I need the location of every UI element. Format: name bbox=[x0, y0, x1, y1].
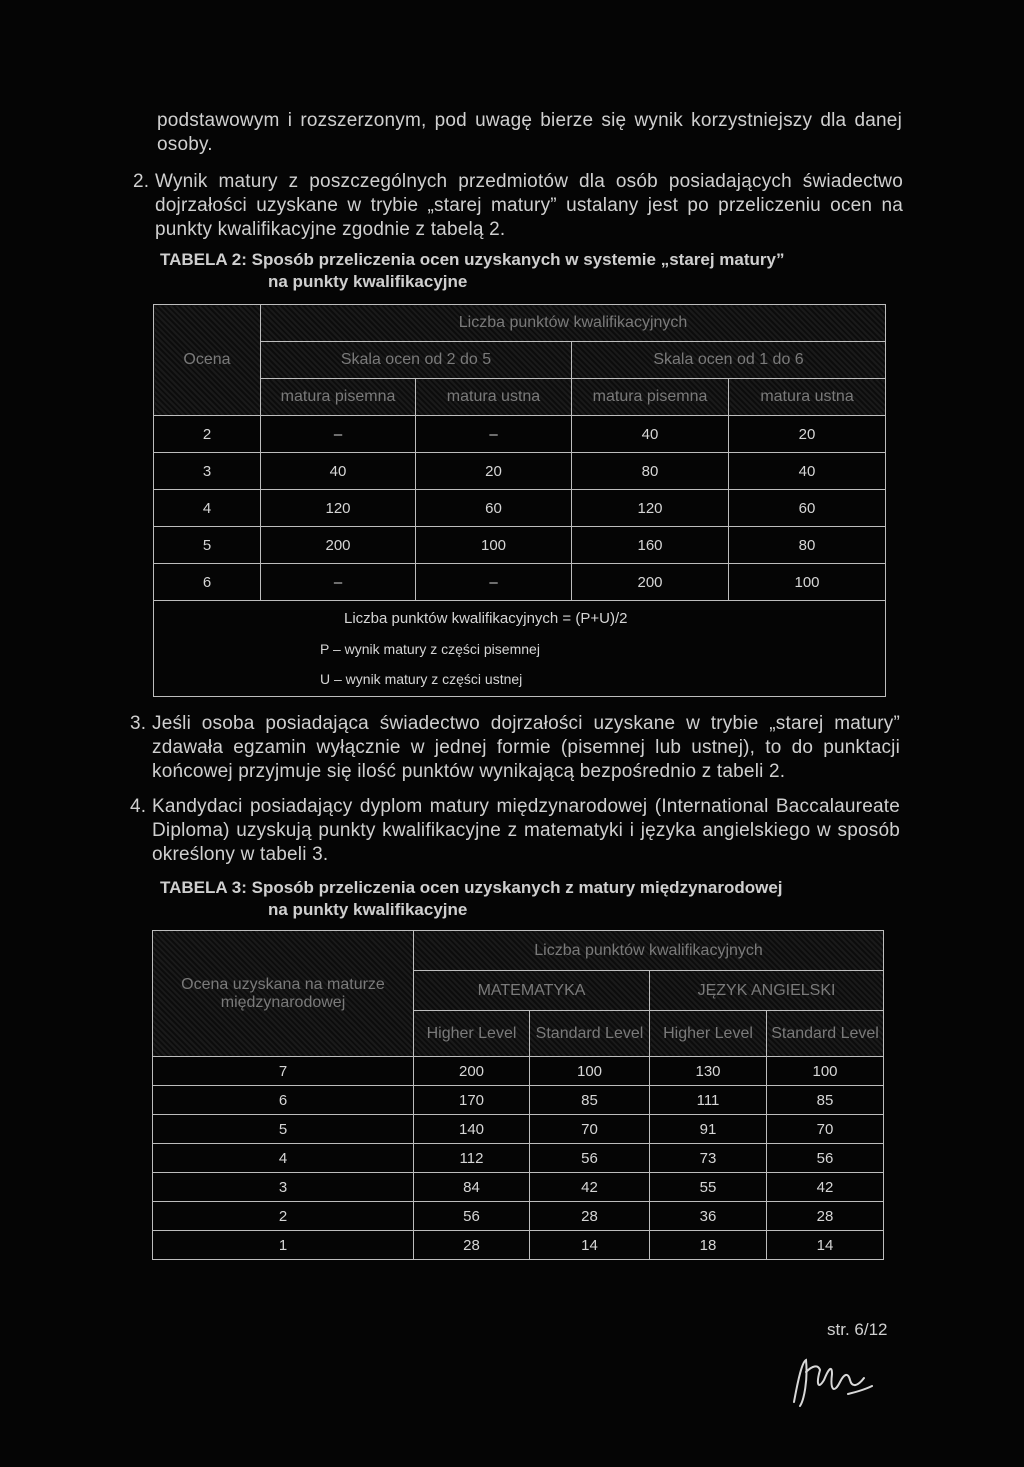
intro-text: podstawowym i rozszerzonym, pod uwagę bierze się wynik korzystniejszy dla danej osoby. bbox=[157, 110, 902, 155]
table-2-cell: 100 bbox=[416, 527, 572, 564]
table-2-header-pisemna2: matura pisemna bbox=[572, 379, 729, 416]
table-3-cell: 56 bbox=[767, 1144, 884, 1173]
table-3-cell: 130 bbox=[650, 1057, 767, 1086]
table-3-cell: 100 bbox=[530, 1057, 650, 1086]
table-2-row bbox=[154, 490, 886, 527]
table-3-cell: 112 bbox=[414, 1144, 530, 1173]
table-3-header-sl1: Standard Level bbox=[530, 1011, 650, 1057]
item-3-paragraph bbox=[130, 712, 900, 784]
table-3 bbox=[152, 930, 884, 1260]
item-4-number: 4. bbox=[130, 796, 147, 817]
table-3-row bbox=[153, 1057, 884, 1086]
table-2-caption-line2: na punkty kwalifikacyjne bbox=[268, 272, 468, 291]
table-2-body bbox=[154, 416, 886, 601]
table-2-cell: 200 bbox=[261, 527, 416, 564]
table-3-cell: 14 bbox=[530, 1231, 650, 1260]
table-2-cell: 60 bbox=[729, 490, 886, 527]
table-3-cell: 3 bbox=[153, 1173, 414, 1202]
table-2-cell: 60 bbox=[416, 490, 572, 527]
table-3-header-subj2: JĘZYK ANGIELSKI bbox=[650, 971, 884, 1011]
item-4-paragraph bbox=[130, 795, 900, 867]
table-2-cell: 3 bbox=[154, 453, 261, 490]
table-3-cell: 91 bbox=[650, 1115, 767, 1144]
table-2-cell: 100 bbox=[729, 564, 886, 601]
table-2-cell: – bbox=[261, 416, 416, 453]
table-3-header-hl2: Higher Level bbox=[650, 1011, 767, 1057]
table-2-cell: – bbox=[416, 564, 572, 601]
table-2-cell: 6 bbox=[154, 564, 261, 601]
table-3-cell: 70 bbox=[530, 1115, 650, 1144]
table-3-cell: 36 bbox=[650, 1202, 767, 1231]
table-2-cell: 120 bbox=[572, 490, 729, 527]
table-2-header-group: Liczba punktów kwalifikacyjnych bbox=[261, 305, 886, 342]
table-2-header-ustna: matura ustna bbox=[416, 379, 572, 416]
table-3-cell: 170 bbox=[414, 1086, 530, 1115]
table-2-cell: – bbox=[416, 416, 572, 453]
table-2-legend-u: U – wynik matury z części ustnej bbox=[320, 670, 523, 687]
table-3-cell: 56 bbox=[530, 1144, 650, 1173]
signature-icon bbox=[788, 1350, 878, 1410]
table-2-cell: 2 bbox=[154, 416, 261, 453]
table-2-row bbox=[154, 564, 886, 601]
table-3-cell: 1 bbox=[153, 1231, 414, 1260]
table-3-row bbox=[153, 1115, 884, 1144]
table-2-caption bbox=[160, 249, 900, 293]
table-3-row bbox=[153, 1202, 884, 1231]
table-3-row bbox=[153, 1144, 884, 1173]
table-2-cell: 120 bbox=[261, 490, 416, 527]
table-2-row bbox=[154, 416, 886, 453]
table-3-header-sl2: Standard Level bbox=[767, 1011, 884, 1057]
table-2-row bbox=[154, 527, 886, 564]
table-2-row bbox=[154, 453, 886, 490]
table-3-cell: 42 bbox=[767, 1173, 884, 1202]
table-3-cell: 18 bbox=[650, 1231, 767, 1260]
table-3-header-hl1: Higher Level bbox=[414, 1011, 530, 1057]
table-3-cell: 56 bbox=[414, 1202, 530, 1231]
table-2-cell: 80 bbox=[572, 453, 729, 490]
table-3-header-group: Liczba punktów kwalifikacyjnych bbox=[414, 931, 884, 971]
item-3-text: Jeśli osoba posiadająca świadectwo dojrzałości uzyskane w trybie „starej matury” zdawała egzamin wyłącznie w jednej formie (pisemnej lub ustnej), to do punktacji końcowej przyjmuje się ilość punktów wynikającą bezpośrednio z tabeli 2. bbox=[152, 713, 900, 782]
item-2-paragraph bbox=[133, 170, 903, 242]
table-3-cell: 200 bbox=[414, 1057, 530, 1086]
item-2-text: Wynik matury z poszczególnych przedmiotów dla osób posiadających świadectwo dojrzałości uzyskane w trybie „starej matury” ustalany jest po przeliczeniu ocen na punkty kwalifikacyjne zgodnie z tabelą 2. bbox=[155, 171, 903, 240]
table-3-cell: 14 bbox=[767, 1231, 884, 1260]
table-3-cell: 70 bbox=[767, 1115, 884, 1144]
item-2-number: 2. bbox=[133, 171, 150, 192]
table-2-header-scale2: Skala ocen od 1 do 6 bbox=[572, 342, 886, 379]
table-3-cell: 7 bbox=[153, 1057, 414, 1086]
table-2-cell: 200 bbox=[572, 564, 729, 601]
table-3-cell: 5 bbox=[153, 1115, 414, 1144]
table-2-cell: 80 bbox=[729, 527, 886, 564]
table-3-cell: 55 bbox=[650, 1173, 767, 1202]
table-3-caption-line1: TABELA 3: Sposób przeliczenia ocen uzyskanych z matury międzynarodowej bbox=[160, 878, 783, 897]
table-3-row bbox=[153, 1086, 884, 1115]
item-4-text: Kandydaci posiadający dyplom matury międzynarodowej (International Baccalaureate Diploma) uzyskują punkty kwalifikacyjne z matematyki i języka angielskiego w sposób określony w tabeli 3. bbox=[152, 796, 900, 865]
table-2-formula-cell bbox=[154, 601, 886, 697]
table-3-cell: 140 bbox=[414, 1115, 530, 1144]
table-2-cell: 40 bbox=[572, 416, 729, 453]
table-3-cell: 2 bbox=[153, 1202, 414, 1231]
table-2-cell: 160 bbox=[572, 527, 729, 564]
table-2-cell: 5 bbox=[154, 527, 261, 564]
table-2-caption-line1: TABELA 2: Sposób przeliczenia ocen uzyskanych w systemie „starej matury” bbox=[160, 250, 785, 269]
table-2-cell: 4 bbox=[154, 490, 261, 527]
table-2-cell: – bbox=[261, 564, 416, 601]
table-2-cell: 20 bbox=[729, 416, 886, 453]
table-3-cell: 42 bbox=[530, 1173, 650, 1202]
table-3-cell: 28 bbox=[767, 1202, 884, 1231]
table-3-row bbox=[153, 1173, 884, 1202]
table-3-cell: 28 bbox=[530, 1202, 650, 1231]
table-3-caption-line2: na punkty kwalifikacyjne bbox=[268, 900, 468, 919]
table-2-cell: 20 bbox=[416, 453, 572, 490]
table-2-header-ocena: Ocena bbox=[154, 305, 261, 416]
table-2-cell: 40 bbox=[261, 453, 416, 490]
page-number: str. 6/12 bbox=[827, 1320, 888, 1339]
item-3-number: 3. bbox=[130, 713, 147, 734]
table-3-cell: 85 bbox=[530, 1086, 650, 1115]
table-3-cell: 28 bbox=[414, 1231, 530, 1260]
table-2-legend-p: P – wynik matury z części pisemnej bbox=[320, 640, 540, 657]
table-3-cell: 85 bbox=[767, 1086, 884, 1115]
table-2 bbox=[153, 304, 886, 697]
table-2-header-ustna2: matura ustna bbox=[729, 379, 886, 416]
intro-paragraph bbox=[157, 109, 902, 157]
table-2-cell: 40 bbox=[729, 453, 886, 490]
table-3-cell: 84 bbox=[414, 1173, 530, 1202]
table-3-cell: 100 bbox=[767, 1057, 884, 1086]
table-3-header-subj1: MATEMATYKA bbox=[414, 971, 650, 1011]
table-2-header-scale1: Skala ocen od 2 do 5 bbox=[261, 342, 572, 379]
table-3-cell: 6 bbox=[153, 1086, 414, 1115]
table-3-row bbox=[153, 1231, 884, 1260]
table-2-formula: Liczba punktów kwalifikacyjnych = (P+U)/2 bbox=[344, 609, 628, 627]
table-3-body bbox=[153, 1057, 884, 1260]
table-3-cell: 4 bbox=[153, 1144, 414, 1173]
table-3-cell: 73 bbox=[650, 1144, 767, 1173]
table-3-caption bbox=[160, 877, 900, 921]
table-3-header-ocena: Ocena uzyskana na maturze międzynarodowej bbox=[153, 931, 414, 1057]
table-3-cell: 111 bbox=[650, 1086, 767, 1115]
table-2-header-pisemna: matura pisemna bbox=[261, 379, 416, 416]
